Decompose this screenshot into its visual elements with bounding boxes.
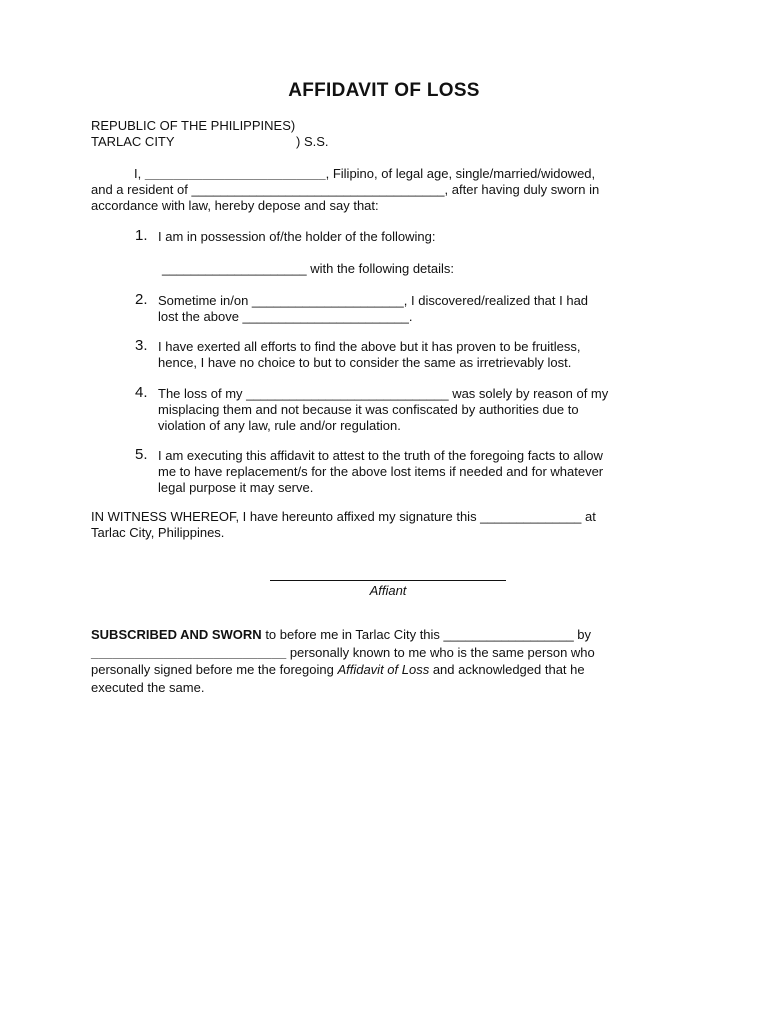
jurat-doc-title: Affidavit of Loss xyxy=(337,662,430,677)
intro-line-2 xyxy=(91,182,599,198)
jurat-line-1-rest: to before me in Tarlac City this __________________ by xyxy=(261,627,592,642)
item-number: 3. xyxy=(135,337,148,354)
jurat-line-3 xyxy=(91,662,585,678)
intro-after-name: , Filipino, of legal age, single/married/widowed, xyxy=(325,166,596,181)
item-2-line-2: lost the above _______________________. xyxy=(158,309,413,324)
venue-republic: REPUBLIC OF THE PHILIPPINES) xyxy=(91,118,296,133)
affiant-label: Affiant xyxy=(369,583,407,598)
item-5-line-1: I am executing this affidavit to attest to the truth of the foregoing facts to allow xyxy=(158,448,603,463)
blank-affiant-name: _________________________ xyxy=(144,166,326,181)
jurat-line-2-rest: personally known to me who is the same person who xyxy=(286,645,595,660)
blank-address: ___________________________________ xyxy=(191,182,445,197)
jurat-line-4: executed the same. xyxy=(91,680,205,695)
jurat-line-2 xyxy=(91,645,595,661)
jurat-bold-lead: SUBSCRIBED AND SWORN xyxy=(91,627,262,642)
item-5-line-3: legal purpose it may serve. xyxy=(158,480,314,495)
witness-line-2: Tarlac City, Philippines. xyxy=(91,525,225,540)
item-number: 5. xyxy=(135,446,148,463)
jurat-line-3-pre: personally signed before me the foregoing xyxy=(91,662,338,677)
venue-city: TARLAC CITY xyxy=(91,134,175,149)
item-2-line-1: Sometime in/on _____________________, I discovered/realized that I had xyxy=(158,293,589,308)
item-number: 4. xyxy=(135,384,148,401)
item-4-line-3: violation of any law, rule and/or regulation. xyxy=(158,418,401,433)
intro-sworn: , after having duly sworn in xyxy=(444,182,600,197)
item-3-line-2: hence, I have no choice to but to consider the same as irretrievably lost. xyxy=(158,355,572,370)
item-number: 2. xyxy=(135,291,148,308)
intro-line-1 xyxy=(134,166,595,182)
item-4-line-2: misplacing them and not because it was confiscated by authorities due to xyxy=(158,402,579,417)
item-3-line-1: I have exerted all efforts to find the above but it has proven to be fruitless, xyxy=(158,339,581,354)
details-line: ____________________ with the following details: xyxy=(162,261,455,276)
jurat-line-3-post: and acknowledged that he xyxy=(429,662,585,677)
item-1-text: I am in possession of/the holder of the following: xyxy=(158,229,436,244)
jurat-line-1 xyxy=(91,627,591,643)
intro-lead: I, xyxy=(134,166,142,181)
item-5-line-2: me to have replacement/s for the above lost items if needed and for whatever xyxy=(158,464,604,479)
signature-line xyxy=(270,580,506,581)
item-4-line-1: The loss of my ____________________________ was solely by reason of my xyxy=(158,386,609,401)
intro-resident-label: and a resident of xyxy=(91,182,188,197)
venue-ss: ) S.S. xyxy=(296,134,329,149)
intro-line-3: accordance with law, hereby depose and say that: xyxy=(91,198,379,213)
witness-line-1: IN WITNESS WHEREOF, I have hereunto affixed my signature this ______________ at xyxy=(91,509,596,524)
item-number: 1. xyxy=(135,227,148,244)
document-title: AFFIDAVIT OF LOSS xyxy=(288,80,480,101)
blank-affiant-name-jurat: ___________________________ xyxy=(91,645,287,660)
